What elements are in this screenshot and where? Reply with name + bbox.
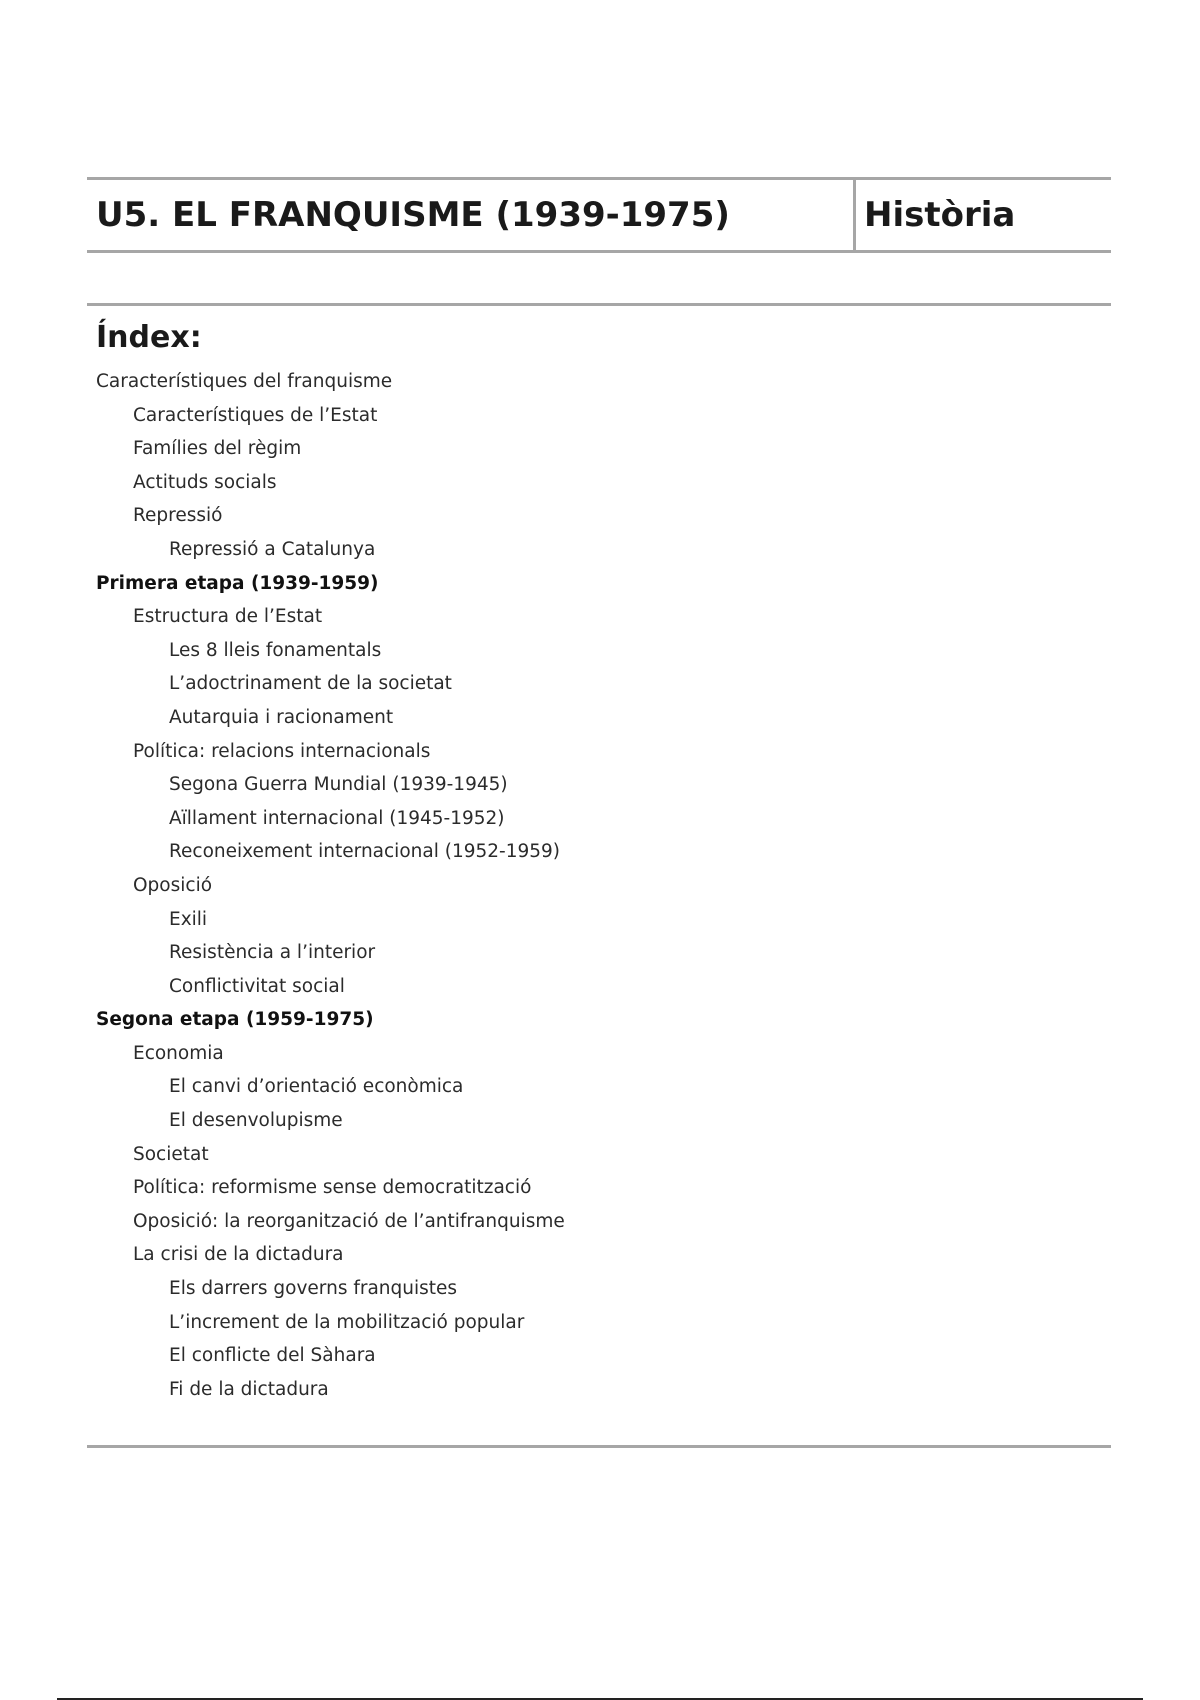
toc-subsubsection-item: Exili — [169, 908, 208, 930]
toc-subsubsection-item: El conflicte del Sàhara — [169, 1345, 376, 1367]
toc-subsubsection-item: Les 8 lleis fonamentals — [169, 639, 382, 661]
toc-subsection-item: Economia — [133, 1042, 224, 1064]
toc-subsubsection-item: Repressió a Catalunya — [169, 538, 376, 560]
toc-subsection-item: Oposició: la reorganització de l’antifranquisme — [133, 1210, 565, 1232]
toc-subsubsection-item: Els darrers governs franquistes — [169, 1278, 458, 1300]
toc-section-item: Segona etapa (1959-1975) — [96, 1009, 374, 1031]
subject-label: Història — [864, 195, 1016, 235]
toc-subsubsection-item: Fi de la dictadura — [169, 1378, 329, 1400]
toc-subsubsection-item: L’increment de la mobilització popular — [169, 1311, 525, 1333]
toc-subsection-item: Política: relacions internacionals — [133, 740, 431, 762]
index-bottom-rule — [87, 1445, 1111, 1448]
toc-subsubsection-item: L’adoctrinament de la societat — [169, 673, 452, 695]
toc-subsubsection-item: Autarquia i racionament — [169, 706, 394, 728]
toc-section-item: Primera etapa (1939-1959) — [96, 572, 379, 594]
toc-subsection-item: Actituds socials — [133, 471, 277, 493]
index-heading: Índex: — [96, 320, 202, 355]
table-of-contents — [96, 365, 565, 1406]
toc-subsubsection-item: Conflictivitat social — [169, 975, 345, 997]
toc-subsection-item: Política: reformisme sense democratització — [133, 1177, 532, 1199]
toc-subsection-item: Famílies del règim — [133, 438, 302, 460]
toc-subsection-item: Societat — [133, 1143, 209, 1165]
toc-subsection-item: Repressió — [133, 505, 223, 527]
toc-subsection-item: La crisi de la dictadura — [133, 1244, 344, 1266]
toc-subsubsection-item: Segona Guerra Mundial (1939-1945) — [169, 774, 508, 796]
toc-subsubsection-item: El desenvolupisme — [169, 1110, 343, 1132]
toc-section-item: Característiques del franquisme — [96, 371, 393, 392]
toc-subsection-item: Oposició — [133, 874, 213, 896]
toc-subsubsection-item: Reconeixement internacional (1952-1959) — [169, 841, 560, 863]
toc-subsection-item: Estructura de l’Estat — [133, 606, 323, 628]
toc-subsubsection-item: El canvi d’orientació econòmica — [169, 1076, 464, 1098]
header-divider — [853, 180, 856, 250]
toc-subsubsection-item: Resistència a l’interior — [169, 942, 376, 964]
index-top-rule — [87, 303, 1111, 306]
document-title: U5. EL FRANQUISME (1939-1975) — [96, 195, 730, 235]
toc-subsubsection-item: Aïllament internacional (1945-1952) — [169, 807, 505, 829]
document-header — [87, 177, 1111, 253]
toc-subsection-item: Característiques de l’Estat — [133, 404, 378, 426]
